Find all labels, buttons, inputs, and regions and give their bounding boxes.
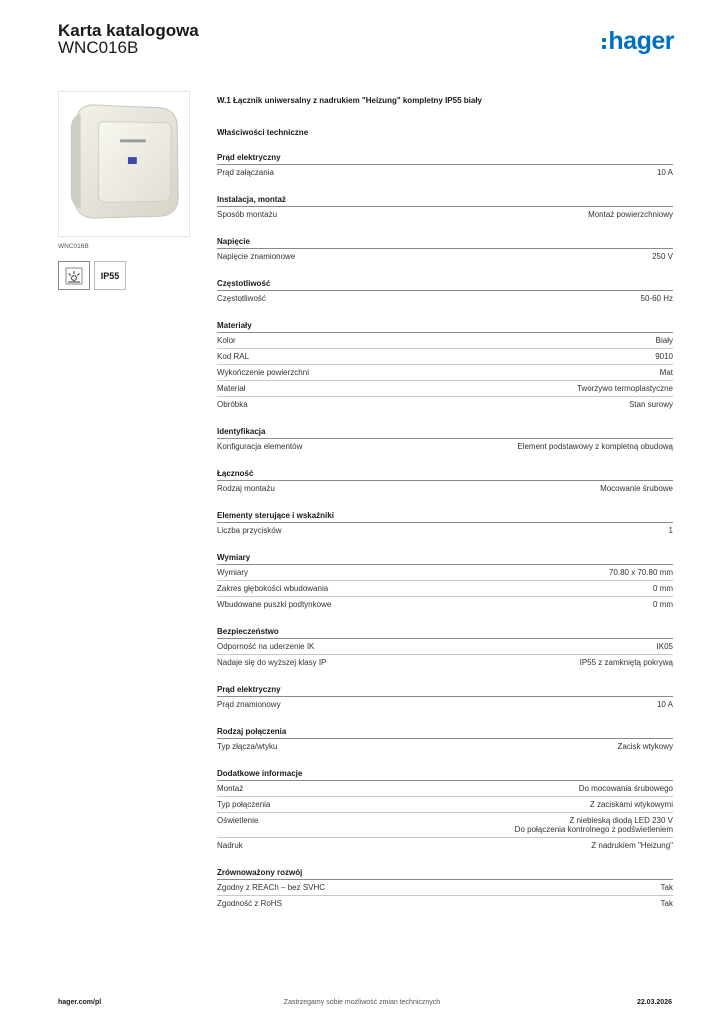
spec-value-line: Mocowanie śrubowe: [600, 484, 673, 493]
spec-value: [669, 526, 673, 535]
spec-value: [657, 168, 673, 177]
spec-value: [656, 336, 673, 345]
spec-group: [217, 684, 673, 712]
spec-label: Wykończenie powierzchni: [217, 368, 309, 377]
spec-group-heading: Elementy sterujące i wskaźniki: [217, 511, 334, 520]
spec-value: [515, 816, 673, 834]
spec-row: [217, 364, 673, 380]
spec-group-heading: Instalacja, montaż: [217, 195, 286, 204]
spec-value-line: 0 mm: [653, 584, 673, 593]
document-title: Karta katalogowa: [58, 21, 199, 40]
spec-value-line: IP55 z zamkniętą pokrywą: [579, 658, 673, 667]
spec-group: [217, 194, 673, 222]
spec-value-line: 70.80 x 70.80 mm: [608, 568, 673, 577]
spec-group: [217, 278, 673, 306]
spec-row: [217, 796, 673, 812]
product-title: W.1 Łącznik uniwersalny z nadrukiem "Heizung" kompletny IP55 biały: [217, 96, 482, 105]
spec-label: Napięcie znamionowe: [217, 252, 296, 261]
footer-date: 22.03.2026: [636, 999, 672, 1006]
footer-website: hager.com/pl: [58, 999, 102, 1006]
spec-row: [217, 206, 673, 222]
spec-value-line: 9010: [655, 352, 673, 361]
spec-value-line: 10 A: [656, 168, 673, 177]
spec-row: [217, 837, 673, 853]
spec-value: [590, 800, 673, 809]
spec-label: Odporność na uderzenie IK: [217, 642, 315, 651]
footer-disclaimer: Zastrzegamy sobie możliwość zmian technicznych: [283, 999, 441, 1006]
spec-row: [217, 480, 673, 496]
spec-row: [217, 522, 673, 538]
spec-value-line: Biały: [655, 336, 673, 345]
spec-value-line-2: Do połączenia kontrolnego z podświetleniem: [514, 825, 673, 834]
spec-label: Konfiguracja elementów: [217, 442, 303, 451]
spec-value: [655, 352, 673, 361]
spec-value: [617, 742, 673, 751]
spec-row: [217, 332, 673, 348]
logo-text: hager: [608, 27, 674, 55]
spec-value: [653, 600, 673, 609]
spec-group: [217, 510, 673, 538]
spec-value: [600, 484, 673, 493]
spec-group-heading: Prąd elektryczny: [217, 685, 281, 694]
indicator-lamp-badge: [58, 261, 90, 290]
spec-value-line: Mat: [659, 368, 673, 377]
spec-label: Wymiary: [217, 568, 249, 577]
spec-label: Sposób montażu: [217, 210, 278, 219]
spec-value-line: Z nadrukiem "Heizung": [591, 841, 673, 850]
spec-value-line: Z zaciskami wtykowymi: [589, 800, 673, 809]
spec-value: [657, 642, 673, 651]
spec-group: [217, 768, 673, 853]
product-image: [58, 91, 190, 237]
logo-colon-icon: [602, 38, 606, 49]
spec-value-line: Do mocowania śrubowego: [578, 784, 673, 793]
spec-row: [217, 654, 673, 670]
spec-label: Zgodność z RoHS: [217, 899, 282, 908]
spec-value: [517, 442, 673, 451]
spec-label: Obróbka: [217, 400, 248, 409]
spec-group-heading: Napięcie: [217, 237, 250, 246]
spec-label: Nadaje się do wyższej klasy IP: [217, 658, 327, 667]
spec-row: [217, 380, 673, 396]
spec-row: [217, 738, 673, 754]
spec-row: [217, 438, 673, 454]
spec-content: [217, 95, 673, 911]
spec-value: [591, 841, 673, 850]
spec-row: [217, 638, 673, 654]
spec-value-line: IK05: [656, 642, 673, 651]
spec-row: [217, 290, 673, 306]
spec-label: Liczba przycisków: [217, 526, 282, 535]
spec-group-heading: Dodatkowe informacje: [217, 769, 303, 778]
spec-value-line: Z niebieską diodą LED 230 V: [569, 816, 673, 825]
spec-value-line: 0 mm: [653, 600, 673, 609]
spec-row: [217, 895, 673, 911]
spec-value-line: Tak: [660, 883, 673, 892]
spec-row: [217, 396, 673, 412]
spec-value-line: Stan surowy: [628, 400, 673, 409]
spec-value: [657, 700, 673, 709]
product-code: WNC016B: [58, 38, 139, 57]
spec-row: [217, 580, 673, 596]
spec-row: [217, 812, 673, 837]
spec-label: Materiał: [217, 384, 246, 393]
section-heading: Właściwości techniczne: [217, 128, 309, 137]
ip55-badge: IP55: [94, 261, 126, 290]
spec-label: Zgodny z REACh – bez SVHC: [217, 883, 326, 892]
spec-value: [660, 368, 673, 377]
spec-row: [217, 564, 673, 580]
spec-group-heading: Rodzaj połączenia: [217, 727, 287, 736]
spec-value-line: 50-60 Hz: [640, 294, 673, 303]
spec-value-line: Tak: [660, 899, 673, 908]
spec-label: Rodzaj montażu: [217, 484, 275, 493]
spec-value-line: Montaż powierzchniowy: [588, 210, 673, 219]
spec-row: [217, 879, 673, 895]
spec-label: Typ złącza/wtyku: [217, 742, 278, 751]
spec-row: [217, 596, 673, 612]
spec-value-line: 1: [668, 526, 673, 535]
spec-group-heading: Identyfikacja: [217, 427, 266, 436]
spec-value: [579, 784, 673, 793]
spec-label: Wbudowane puszki podtynkowe: [217, 600, 332, 609]
spec-value: [609, 568, 673, 577]
spec-group: [217, 867, 673, 911]
image-caption: WNC016B: [58, 243, 89, 250]
spec-value: [661, 899, 673, 908]
spec-label: Montaż: [217, 784, 244, 793]
spec-group-heading: Łączność: [217, 469, 254, 478]
spec-value: [653, 584, 673, 593]
spec-label: Kod RAL: [217, 352, 250, 361]
spec-group-heading: Materiały: [217, 321, 252, 330]
spec-group: [217, 320, 673, 412]
spec-group-heading: Prąd elektryczny: [217, 153, 281, 162]
spec-value-line: Tworzywo termoplastyczne: [576, 384, 673, 393]
spec-row: [217, 164, 673, 180]
spec-label: Prąd znamionowy: [217, 700, 281, 709]
spec-groups: [217, 152, 673, 911]
spec-label: Prąd załączania: [217, 168, 274, 177]
spec-group: [217, 468, 673, 496]
spec-row: [217, 348, 673, 364]
spec-value-line: 10 A: [656, 700, 673, 709]
spec-group: [217, 152, 673, 180]
spec-group-heading: Bezpieczeństwo: [217, 627, 279, 636]
spec-label: Częstotliwość: [217, 294, 266, 303]
spec-value-line: Zacisk wtykowy: [617, 742, 673, 751]
spec-group-heading: Wymiary: [217, 553, 251, 562]
spec-group-heading: Zrównoważony rozwój: [217, 868, 303, 877]
spec-value: [577, 384, 673, 393]
spec-value: [661, 883, 673, 892]
lamp-icon: [64, 266, 84, 286]
spec-group: [217, 552, 673, 612]
spec-label: Nadruk: [217, 841, 243, 850]
spec-group: [217, 426, 673, 454]
spec-value: [580, 658, 673, 667]
spec-group-heading: Częstotliwość: [217, 279, 271, 288]
spec-row: [217, 248, 673, 264]
hager-logo: [602, 28, 674, 54]
spec-label: Kolor: [217, 336, 236, 345]
spec-value: [652, 252, 673, 261]
spec-row: [217, 696, 673, 712]
spec-group: [217, 236, 673, 264]
spec-value-line: 250 V: [652, 252, 673, 261]
spec-value: [629, 400, 673, 409]
spec-value: [641, 294, 673, 303]
spec-label: Zakres głębokości wbudowania: [217, 584, 329, 593]
spec-value: [588, 210, 673, 219]
spec-value-line: Element podstawowy z kompletną obudową: [517, 442, 673, 451]
spec-label: Oświetlenie: [217, 816, 259, 825]
spec-label: Typ połączenia: [217, 800, 271, 809]
spec-group: [217, 726, 673, 754]
spec-group: [217, 626, 673, 670]
switch-illustration: [59, 92, 189, 236]
spec-row: [217, 780, 673, 796]
